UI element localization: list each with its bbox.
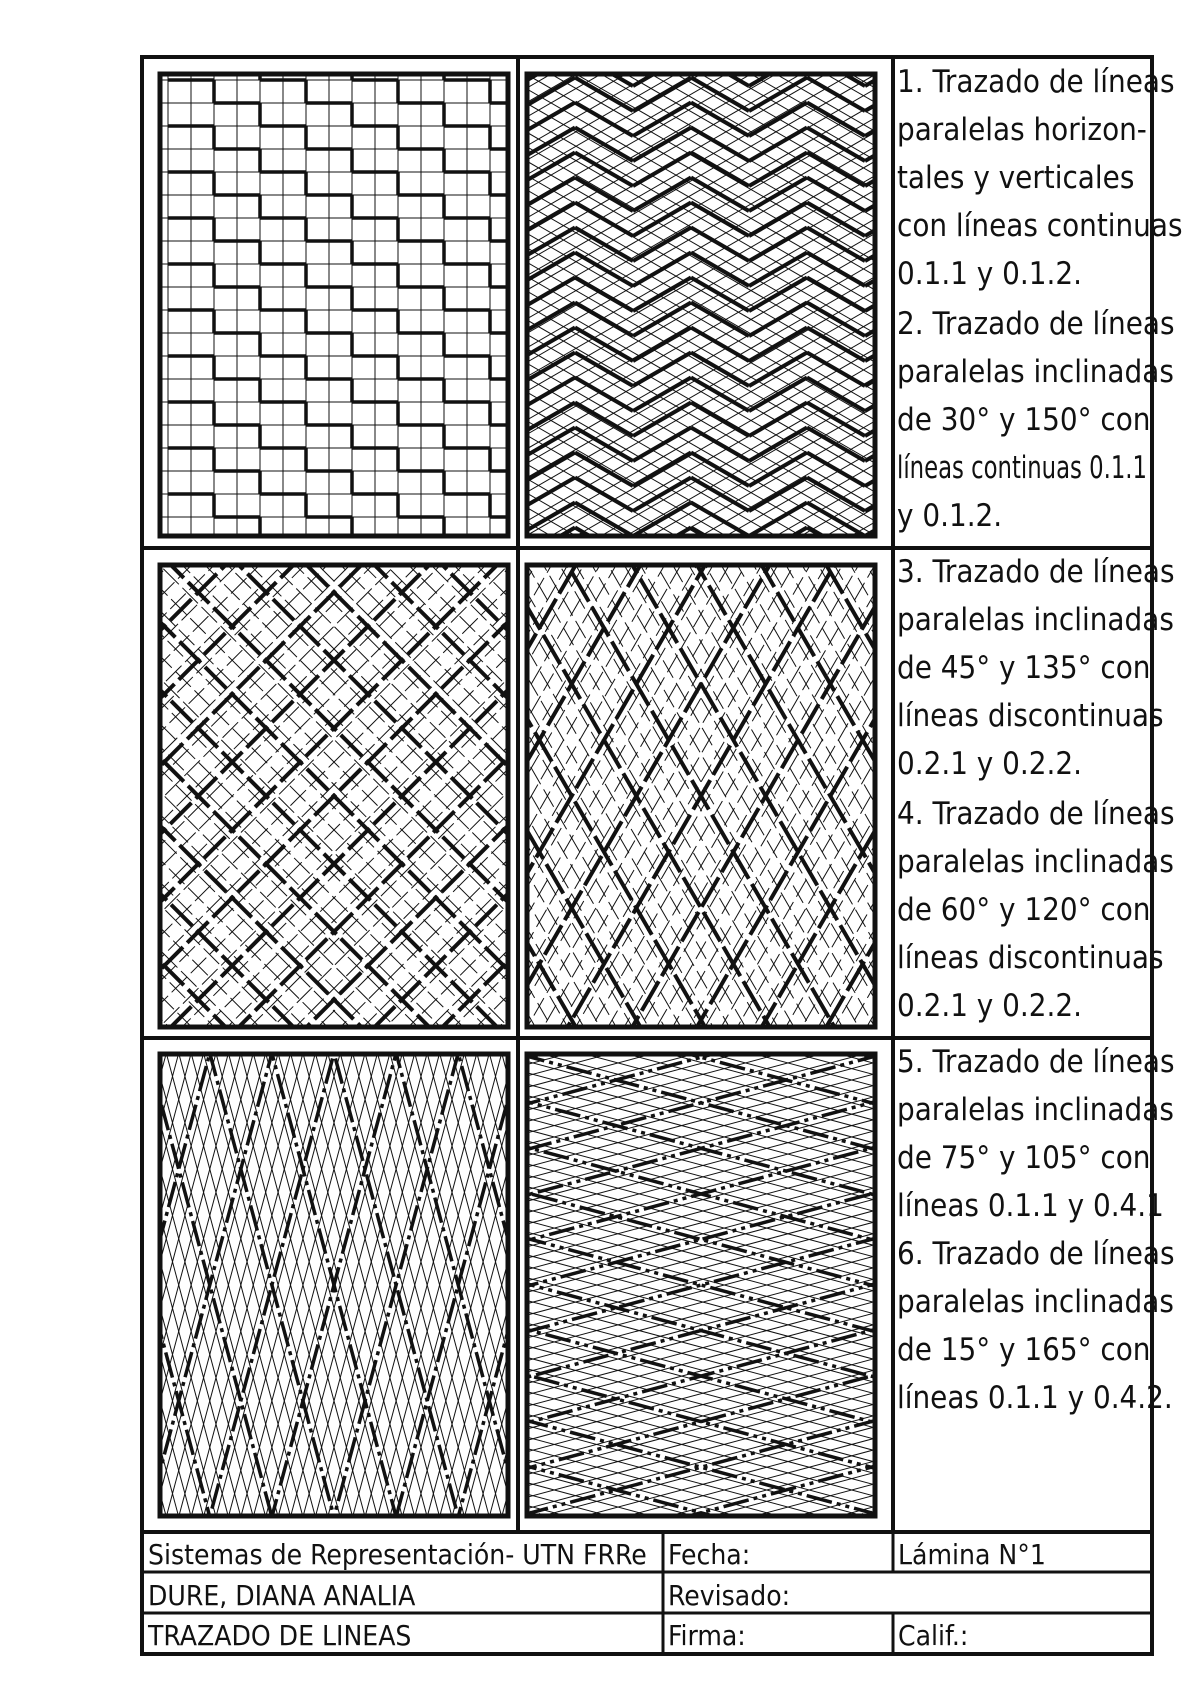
dashed-135-line: [0, 14, 370, 832]
chain-75-line: [0, 851, 20, 1698]
lamina-label: Lámina N°1: [898, 1538, 1046, 1571]
description-2-line: de 30° y 150° con: [897, 402, 1151, 438]
thin-105-line: [0, 619, 84, 1698]
thin-105-line: [0, 625, 107, 1698]
description-3-line: 3. Trazado de líneas: [897, 554, 1175, 590]
description-6-line: de 15° y 165° con: [897, 1332, 1151, 1368]
thin-120-line: [6, 61, 584, 1063]
description-2: [897, 306, 1175, 534]
dashed-135-line: [0, 149, 505, 967]
description-2-line: y 0.1.2.: [897, 498, 1003, 534]
thin-135-line: [0, 53, 409, 871]
thin-75-line: [0, 815, 153, 1698]
thin-15-line: [2, 1661, 1119, 1698]
thin-45-line: [0, 381, 749, 1199]
thin-150-line: [94, 0, 1096, 410]
description-5-line: de 75° y 105° con: [897, 1140, 1151, 1176]
thin-15-line: [4, 1650, 1121, 1698]
description-4-line: líneas discontinuas: [897, 940, 1164, 976]
thin-60-line: [0, 586, 487, 1588]
dashed-45-line: [0, 353, 777, 1171]
thin-45-line: [0, 517, 613, 1335]
thin-45-line: [0, 483, 647, 1301]
thin-105-line: [0, 601, 14, 1698]
chain-75-line: [0, 835, 78, 1698]
thin-135-line: [0, 65, 421, 883]
thin-45-line: [0, 800, 330, 1618]
thin-150-line: [0, 0, 914, 96]
thin-75-line: [0, 818, 142, 1698]
thin-120-line: [66, 96, 644, 1098]
description-6-line: paralelas inclinadas: [897, 1284, 1174, 1320]
thin-75-line: [0, 824, 119, 1698]
thin-135-line: [0, 291, 647, 1109]
dashed-135-line: [0, 82, 438, 900]
thin-60-line: [6, 530, 584, 1532]
description-5-line: 5. Trazado de líneas: [897, 1044, 1175, 1080]
description-5: [897, 1044, 1175, 1224]
thin-135-line: [0, 132, 488, 950]
thin-135-line: [0, 99, 454, 917]
description-2-line: líneas continuas 0.1.1: [897, 450, 1147, 486]
thin-150-line: [38, 0, 1040, 313]
description-2-line: paralelas inclinadas: [897, 354, 1174, 390]
description-6: [897, 1236, 1175, 1416]
thin-105-line: [0, 607, 37, 1698]
thin-30-line: [0, 416, 971, 994]
description-column: [897, 64, 1182, 1416]
thin-75-line: [0, 843, 49, 1698]
description-1-line: con líneas continuas: [897, 208, 1183, 244]
dashed-45-line: [0, 828, 302, 1646]
description-4: [897, 796, 1175, 1024]
description-3-line: de 45° y 135° con: [897, 650, 1151, 686]
course-name: Sistemas de Representación- UTN FRRe: [148, 1538, 647, 1571]
title-block: [147, 1538, 1046, 1652]
thin-45-line: [0, 642, 488, 1460]
description-6-line: 6. Trazado de líneas: [897, 1236, 1175, 1272]
description-5-line: líneas 0.1.1 y 0.4.1: [897, 1188, 1164, 1224]
description-4-line: paralelas inclinadas: [897, 844, 1174, 880]
thin-105-line: [0, 638, 153, 1698]
description-4-line: de 60° y 120° con: [897, 892, 1151, 928]
chain-75-line: [764, 571, 1063, 1688]
thin-15-line: [0, 1682, 1113, 1698]
thin-135-line: [0, 438, 794, 1256]
dashed-135-line: [0, 353, 709, 1171]
thin-120-line: [915, 586, 1200, 1588]
thin-120-line: [163, 152, 741, 1154]
drawing-topic: TRAZADO DE LINEAS: [148, 1619, 412, 1652]
thin-75-line: [0, 840, 61, 1698]
thin-120-line: [103, 117, 681, 1119]
description-4-line: 4. Trazado de líneas: [897, 796, 1175, 832]
thin-60-line: [163, 439, 741, 1441]
dashed-135-line: [0, 421, 777, 1239]
thin-165-line: [283, 1662, 1200, 1698]
thin-135-line: [0, 76, 432, 894]
dashed-135-line: [0, 285, 641, 1103]
chain-15-line: [0, 1688, 1112, 1698]
dashed-45-line: [0, 489, 641, 1307]
thin-105-line: [0, 635, 142, 1698]
thin-150-line: [0, 0, 902, 75]
thin-150-line: [0, 0, 964, 183]
thin-105-line: [0, 616, 72, 1698]
thin-135-line: [0, 246, 602, 1064]
dashed-45-line: [0, 625, 505, 1443]
thin-135-line: [0, 42, 398, 860]
thin-75-line: [0, 837, 72, 1698]
description-3: [897, 554, 1175, 782]
thin-60-line: [0, 544, 560, 1546]
chain-165-line: [290, 1688, 1200, 1698]
thin-15-line: [0, 1671, 1116, 1698]
thin-105-line: [0, 613, 61, 1698]
thin-45-line: [0, 528, 602, 1346]
thin-120-line: [0, 54, 572, 1056]
thin-75-line: [0, 830, 95, 1698]
chain-75-line: [0, 819, 136, 1698]
thin-135-line: [0, 121, 477, 939]
thin-105-line: [0, 604, 26, 1698]
description-3-line: paralelas inclinadas: [897, 602, 1174, 638]
thin-105-line: [0, 597, 3, 1698]
thin-30-line: [0, 373, 996, 951]
thin-105-line: [0, 622, 95, 1698]
description-1-line: 1. Trazado de líneas: [897, 64, 1175, 100]
thin-75-line: [0, 855, 3, 1698]
thin-105-line: [0, 610, 49, 1698]
dashed-120-line: [0, 43, 554, 1045]
chain-105-line: [0, 602, 20, 1698]
thin-150-line: [0, 0, 1002, 248]
thin-75-line: [0, 827, 107, 1698]
description-1-line: tales y verticales: [897, 160, 1135, 196]
description-6-line: líneas 0.1.1 y 0.4.2.: [897, 1380, 1173, 1416]
thin-75-line: [0, 846, 37, 1698]
thin-120-line: [0, 5, 487, 1007]
thin-75-line: [607, 613, 906, 1698]
description-1-line: paralelas horizon-: [897, 112, 1147, 148]
thin-60-line: [66, 495, 644, 1497]
thin-135-line: [0, 110, 466, 928]
description-3-line: líneas discontinuas: [897, 698, 1164, 734]
thin-120-line: [333, 250, 911, 1252]
thin-120-line: [0, 19, 511, 1021]
chain-105-line: [0, 633, 136, 1698]
thin-135-line: [0, 178, 534, 996]
thin-75-line: [0, 849, 26, 1698]
thin-45-line: [0, 732, 398, 1550]
dashed-60-line: [0, 547, 554, 1549]
thin-135-line: [0, 200, 556, 1018]
thin-165-line: [286, 1672, 1200, 1698]
student-name: DURE, DIANA ANALIA: [148, 1579, 416, 1612]
thin-165-line: [289, 1683, 1200, 1698]
chain-105-line: [0, 618, 78, 1698]
thin-30-line: [0, 514, 914, 1092]
thin-105-line: [0, 632, 130, 1698]
firma-label: Firma:: [668, 1619, 746, 1652]
thin-75-line: [596, 616, 895, 1698]
thin-135-line: [0, 212, 568, 1030]
thin-120-line: [0, 12, 499, 1014]
description-3-line: 0.2.1 y 0.2.2.: [897, 746, 1082, 782]
description-1-line: 0.1.1 y 0.1.2.: [897, 256, 1082, 292]
thin-75-line: [0, 821, 130, 1698]
thin-120-line: [0, 40, 548, 1042]
thin-75-line: [0, 833, 84, 1698]
description-2-line: 2. Trazado de líneas: [897, 306, 1175, 342]
thin-45-line: [0, 551, 579, 1369]
thin-135-line: [0, 313, 669, 1131]
thin-15-line: [0, 1693, 1110, 1698]
thin-30-line: [0, 395, 983, 973]
thin-150-line: [0, 0, 989, 226]
thin-105-line: [0, 628, 119, 1698]
thin-150-line: [44, 0, 1046, 324]
thin-45-line: [0, 562, 568, 1380]
description-1: [897, 64, 1182, 292]
thin-45-line: [0, 325, 805, 1143]
thin-75-line: [0, 852, 14, 1698]
description-4-line: 0.2.1 y 0.2.2.: [897, 988, 1082, 1024]
revisado-label: Revisado:: [668, 1579, 791, 1612]
description-5-line: paralelas inclinadas: [897, 1092, 1174, 1128]
thin-135-line: [0, 223, 579, 1041]
thin-45-line: [0, 755, 375, 1573]
dashed-135-line: [0, 115, 471, 933]
calif-label: Calif.:: [898, 1619, 969, 1652]
fecha-label: Fecha:: [668, 1538, 751, 1571]
dashed-60-line: [945, 0, 1200, 989]
thin-165-line: [292, 1694, 1200, 1698]
thin-165-line: [281, 1651, 1200, 1698]
